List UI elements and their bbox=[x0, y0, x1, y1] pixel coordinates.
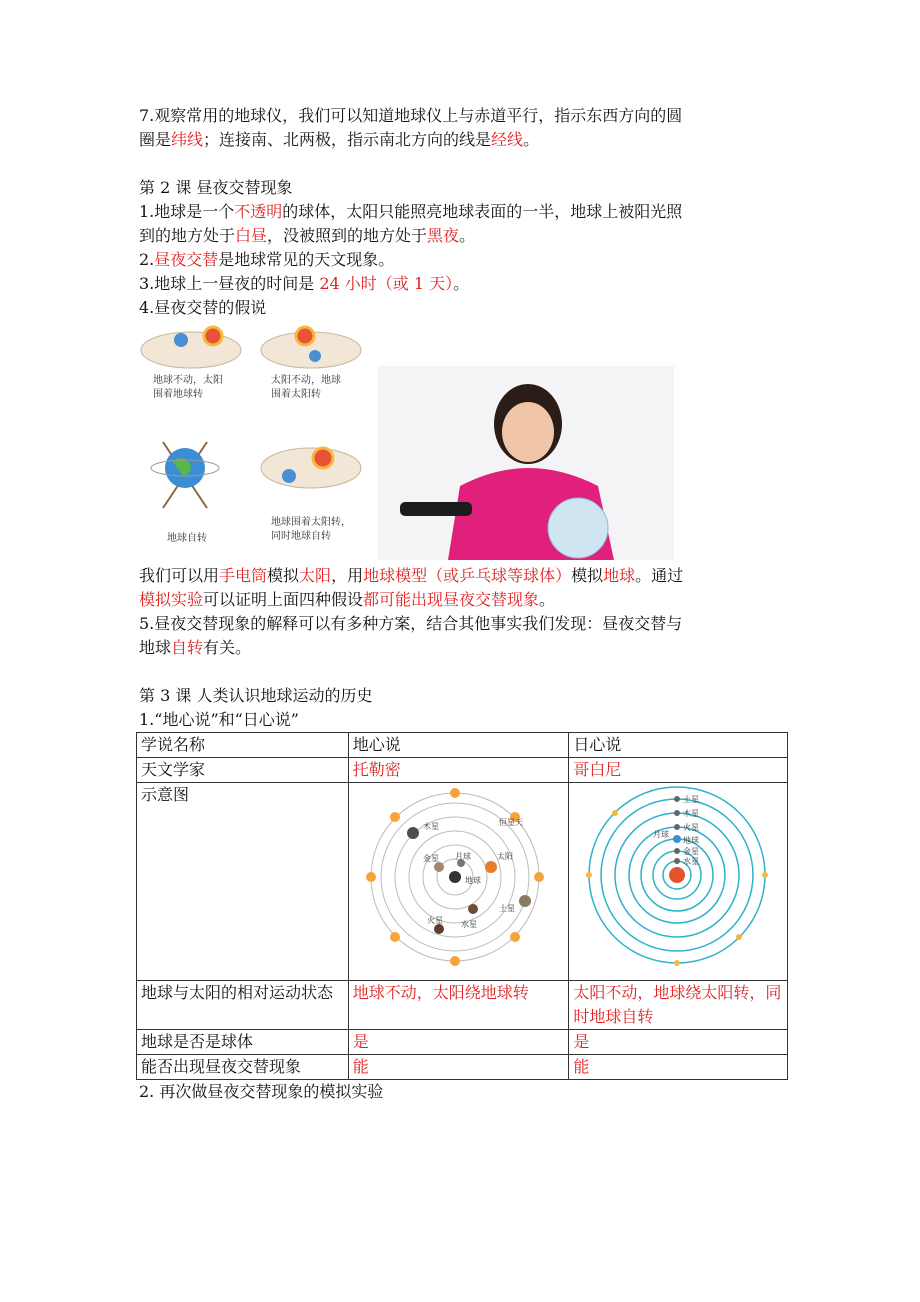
answer-weixian: 纬线 bbox=[171, 130, 204, 149]
table-row: 能否出现昼夜交替现象 能 能 bbox=[137, 1055, 788, 1080]
svg-text:木星: 木星 bbox=[683, 809, 700, 818]
lesson2-p5: 我们可以用手电筒模拟太阳，用地球模型（或乒乓球等球体）模拟地球。通过 bbox=[139, 566, 684, 585]
earth-revolves-and-rotates-illustration bbox=[255, 422, 367, 518]
lesson2-p1: 1.地球是一个不透明的球体，太阳只能照亮地球表面的一半，地球上被阳光照 bbox=[139, 202, 683, 221]
svg-text:火星: 火星 bbox=[683, 823, 700, 832]
lesson2-p6-cont: 地球自转有关。 bbox=[139, 638, 252, 657]
hypothesis-4-caption: 地球围着太阳转， 同时地球自转 bbox=[271, 517, 351, 542]
svg-text:火星: 火星 bbox=[426, 916, 443, 925]
svg-text:地球: 地球 bbox=[683, 836, 700, 845]
table-row: 地球与太阳的相对运动状态 地球不动，太阳绕地球转 太阳不动，地球绕太阳转，同时地球自转 bbox=[137, 981, 788, 1030]
hypothesis-4 bbox=[255, 422, 367, 552]
paragraph-7: 7.观察常用的地球仪，我们可以知道地球仪上与赤道平行，指示东西方向的圆 bbox=[139, 106, 683, 125]
table-row-diagram: 示意图 木星 恒星天 金星 月球 太阳 地球 土星 火星 水星 土星 木星 火星 月球 地球 金星 水星 bbox=[137, 783, 788, 981]
theory-comparison-table bbox=[136, 732, 788, 1080]
svg-text:月球: 月球 bbox=[454, 852, 471, 861]
svg-text:水星: 水星 bbox=[460, 920, 477, 929]
lesson2-title: 第 2 课 昼夜交替现象 bbox=[139, 178, 293, 197]
svg-text:土星: 土星 bbox=[683, 795, 700, 804]
table-row: 天文学家 托勒密 哥白尼 bbox=[137, 758, 788, 783]
earth-orbits-sun-illustration bbox=[255, 322, 367, 374]
lesson3-title: 第 3 课 人类认识地球运动的历史 bbox=[139, 686, 373, 705]
table-header-row: 学说名称 地心说 日心说 bbox=[137, 733, 788, 758]
svg-text:金星: 金星 bbox=[683, 847, 700, 856]
flashlight-experiment-photo bbox=[378, 366, 674, 560]
lesson2-p6: 5.昼夜交替现象的解释可以有多种方案，结合其他事实我们发现：昼夜交替与 bbox=[139, 614, 683, 633]
lesson2-p3: 3.地球上一昼夜的时间是 24 小时（或 1 天）。 bbox=[139, 274, 470, 293]
lesson3-p2: 2. 再次做昼夜交替现象的模拟实验 bbox=[139, 1082, 384, 1101]
heliocentric-diagram bbox=[569, 783, 779, 973]
svg-text:太阳: 太阳 bbox=[496, 852, 513, 861]
svg-text:月球: 月球 bbox=[653, 830, 670, 839]
document-page bbox=[139, 104, 789, 1104]
svg-text:土星: 土星 bbox=[498, 904, 515, 913]
heliocentric-diagram-cell bbox=[569, 783, 788, 981]
hypothesis-3 bbox=[137, 422, 249, 552]
hypothesis-3-caption: 地球自转 bbox=[167, 533, 207, 544]
lesson2-p1-cont: 到的地方处于白昼，没被照到的地方处于黑夜。 bbox=[139, 226, 476, 245]
earth-rotation-illustration bbox=[137, 422, 249, 518]
hypothesis-1 bbox=[137, 322, 249, 418]
answer-jingxian: 经线 bbox=[491, 130, 524, 149]
girl-with-flashlight-and-globe bbox=[378, 366, 674, 560]
svg-text:金星: 金星 bbox=[422, 854, 439, 863]
svg-text:水星: 水星 bbox=[683, 857, 700, 866]
geocentric-diagram-cell bbox=[348, 783, 569, 981]
hypothesis-figure bbox=[137, 322, 789, 562]
svg-text:地球: 地球 bbox=[464, 876, 481, 885]
sun-orbits-earth-illustration bbox=[137, 322, 249, 374]
lesson2-p4: 4.昼夜交替的假说 bbox=[139, 298, 267, 317]
hypothesis-1-caption: 地球不动，太阳 围着地球转 bbox=[153, 375, 223, 400]
table-row: 地球是否是球体 是 是 bbox=[137, 1030, 788, 1055]
geocentric-diagram bbox=[349, 783, 561, 973]
lesson3-sub: 1.“地心说”和“日心说” bbox=[139, 710, 299, 729]
lesson2-p2: 2.昼夜交替是地球常见的天文现象。 bbox=[139, 250, 395, 269]
hypothesis-2 bbox=[255, 322, 367, 418]
lesson2-p5-cont: 模拟实验可以证明上面四种假设都可能出现昼夜交替现象。 bbox=[139, 590, 556, 609]
hypothesis-2-caption: 太阳不动，地球 围着太阳转 bbox=[271, 375, 341, 400]
svg-text:恒星天: 恒星天 bbox=[498, 818, 523, 827]
svg-text:木星: 木星 bbox=[422, 822, 439, 831]
paragraph-7-cont: 圈是纬线；连接南、北两极，指示南北方向的线是经线。 bbox=[139, 130, 540, 149]
